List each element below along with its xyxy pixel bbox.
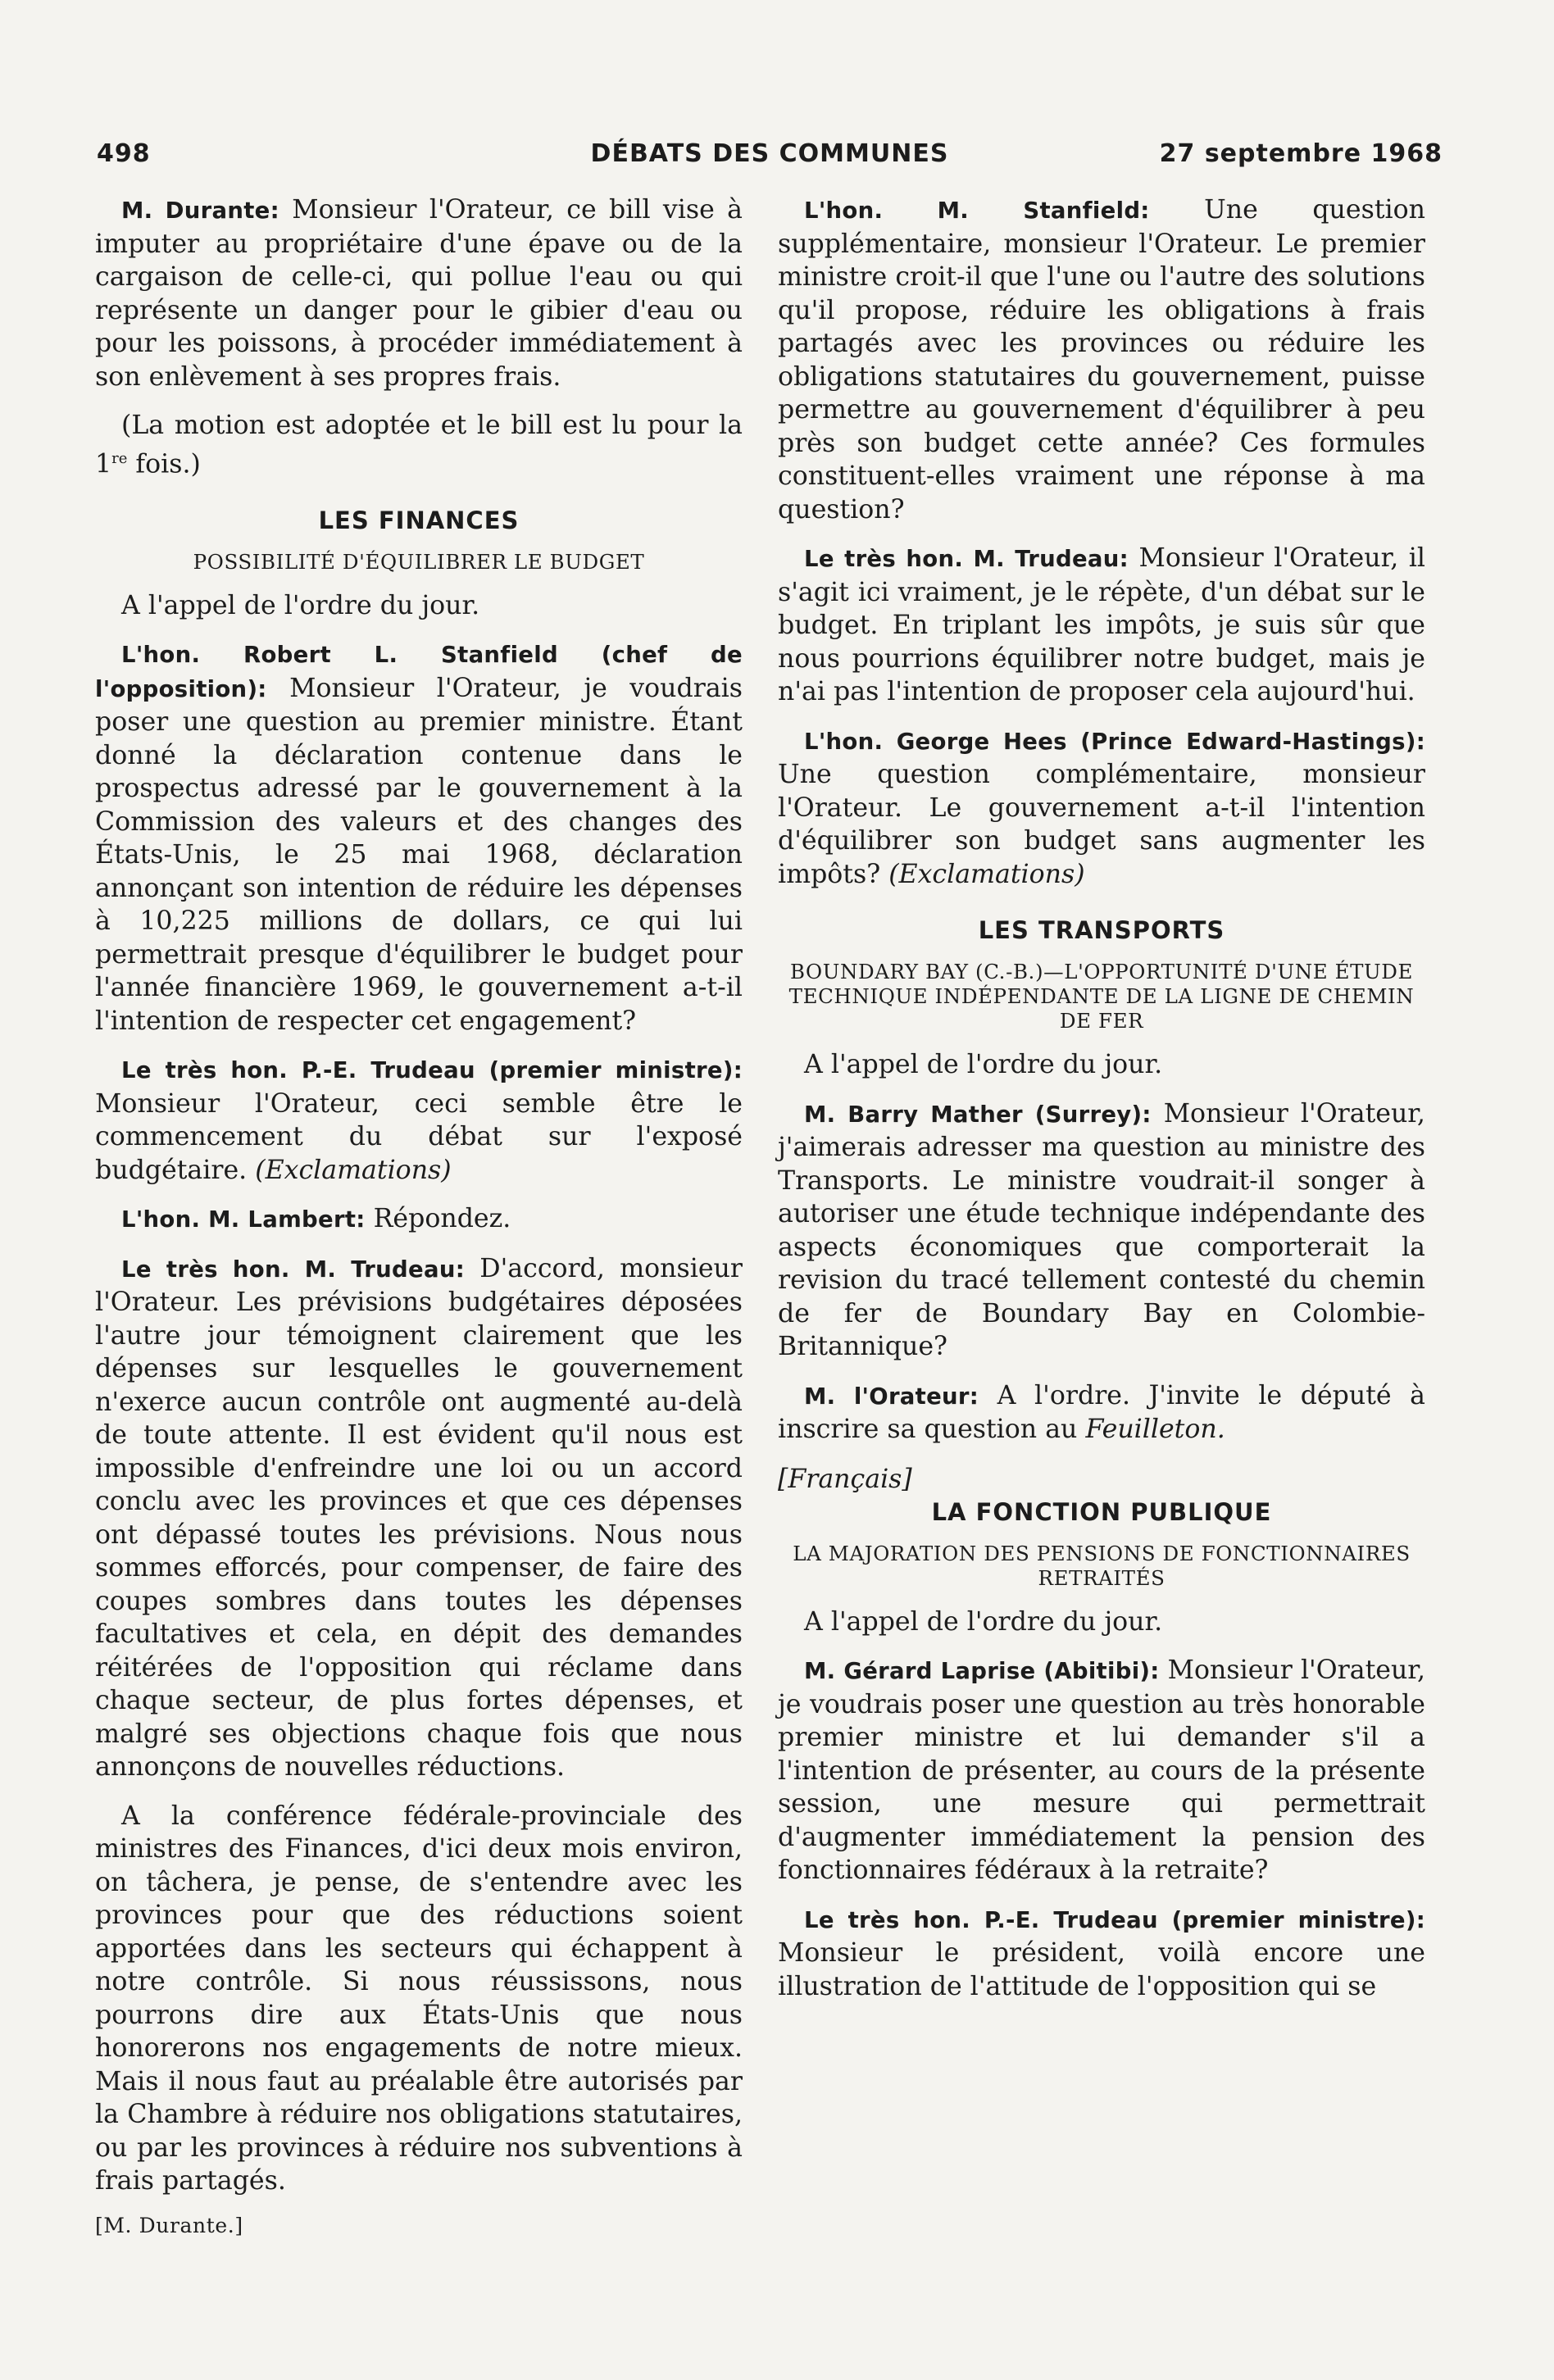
- speaker: L'hon. M. Lambert:: [121, 1206, 366, 1233]
- paragraph: M. Gérard Laprise (Abitibi): Monsieur l'Orateur, je voudrais poser une question au très honorable premier ministre et lui demander s'il a l'intention de présenter, au cours de la présente session, une mesure qui permettrait d'augmenter immédiatement la pension des fonctionnaires fédéraux à la retraite?: [778, 1656, 1425, 1885]
- subsection-heading: POSSIBILITÉ D'ÉQUILIBRER LE BUDGET: [193, 549, 645, 574]
- page-header: [97, 139, 1443, 179]
- paragraph: L'hon. M. Stanfield: Une question supplémentaire, monsieur l'Orateur. Le premier ministre croit-il que l'une ou l'autre des solutions qu'il propose, réduire les obligations à frais partagés avec les provinces ou réduire les obligations statutaires du gouvernement, puisse permettre au gouvernement d'équilibrer à peu près son budget cette année? Ces formules constituent-elles vraiment une réponse à ma question?: [778, 195, 1425, 525]
- speaker: M. Durante:: [121, 198, 279, 224]
- subsection-heading: BOUNDARY BAY (C.-B.)—L'OPPORTUNITÉ D'UNE ÉTUDE TECHNIQUE INDÉPENDANTE DE LA LIGNE DE CHEMIN DE FER: [788, 960, 1415, 1033]
- paragraph: L'hon. George Hees (Prince Edward-Hastings): Une question complémentaire, monsieur l'Orateur. Le gouvernement a-t-il l'intention d'équilibrer son budget sans augmenter les impôts? (Exclamations): [778, 728, 1425, 889]
- paragraph: A l'appel de l'ordre du jour.: [804, 1606, 1163, 1637]
- section-heading: LA FONCTION PUBLIQUE: [931, 1497, 1272, 1526]
- paragraph: Le très hon. P.-E. Trudeau (premier ministre): Monsieur le président, voilà encore une illustration de l'attitude de l'opposition qui se: [778, 1906, 1425, 2001]
- speaker: Le très hon. P.-E. Trudeau (premier ministre):: [804, 1906, 1425, 1933]
- paragraph: Le très hon. P.-E. Trudeau (premier ministre): Monsieur l'Orateur, ceci semble être le commencement du débat sur l'exposé budgétaire. (Exclamations): [95, 1057, 743, 1185]
- left-column: [95, 193, 743, 2237]
- paragraph: Le très hon. M. Trudeau: Monsieur l'Orateur, il s'agit ici vraiment, je le répète, d'un débat sur le budget. En triplant les impôts, je suis sûr que nous pourrions équilibrer notre budget, mais je n'ai pas l'intention de proposer cela aujourd'hui.: [778, 543, 1425, 706]
- speaker: M. Barry Mather (Surrey):: [804, 1101, 1152, 1128]
- section-heading: LES TRANSPORTS: [978, 916, 1225, 944]
- paragraph: M. Barry Mather (Surrey): Monsieur l'Orateur, j'aimerais adresser ma question au ministre des Transports. Le ministre voudrait-il songer à autoriser une étude technique indépendante des aspects économiques que comporterait la revision du tracé tellement contesté du chemin de fer de Boundary Bay en Colombie-Britannique?: [778, 1098, 1425, 1361]
- paragraph: L'hon. Robert L. Stanfield (chef de l'opposition): Monsieur l'Orateur, je voudrais poser une question au premier ministre. Étant donné la déclaration contenue dans le prospectus adressé par le gouvernement à la Commission des valeurs et des changes des États-Unis, le 25 mai 1968, déclaration annonçant son intention de réduire les dépenses à 10,225 millions de dollars, ce qui lui permettrait presque d'équilibrer le budget pour l'année financière 1969, le gouvernement a-t-il l'intention de respecter cet engagement?: [95, 642, 743, 1036]
- language-tag: [Français]: [778, 1464, 912, 1494]
- page-footer: [M. Durante.]: [95, 2213, 243, 2237]
- speaker: Le très hon. M. Trudeau:: [804, 546, 1129, 572]
- speaker: L'hon. Robert L. Stanfield (chef de l'opposition):: [95, 642, 743, 702]
- paragraph: A l'appel de l'ordre du jour.: [121, 590, 480, 620]
- page-number: 498: [97, 139, 151, 168]
- journal-title: DÉBATS DES COMMUNES: [590, 139, 949, 168]
- page-date: 27 septembre 1968: [1159, 139, 1443, 168]
- paragraph: M. l'Orateur: A l'ordre. J'invite le député à inscrire sa question au Feuilleton.: [778, 1380, 1425, 1444]
- right-column: [778, 193, 1425, 2019]
- speaker: L'hon. M. Stanfield:: [804, 198, 1150, 224]
- speaker: Le très hon. P.-E. Trudeau (premier ministre):: [121, 1057, 743, 1084]
- subsection-heading: LA MAJORATION DES PENSIONS DE FONCTIONNAIRES RETRAITÉS: [793, 1541, 1411, 1590]
- paragraph: (La motion est adoptée et le bill est lu pour la 1re fois.): [95, 411, 743, 479]
- paragraph: M. Durante: Monsieur l'Orateur, ce bill vise à imputer au propriétaire d'une épave ou de la cargaison de celle-ci, qui pollue l'eau ou qui représente un danger pour le gibier d'eau ou pour les poissons, à procéder immédiatement à son enlèvement à ses propres frais.: [95, 195, 743, 392]
- speaker: L'hon. George Hees (Prince Edward-Hastings):: [804, 728, 1425, 755]
- paragraph: A la conférence fédérale-provinciale des ministres des Finances, d'ici deux mois environ, on tâchera, je pense, de s'entendre avec les provinces pour que des réductions soient apportées dans les secteurs qui échappent à notre contrôle. Si nous réussissons, nous pourrons dire aux États-Unis que nous honorerons nos engagements de notre mieux. Mais il nous faut au préalable être autorisés par la Chambre à réduire nos obligations statutaires, ou par les provinces à réduire nos subventions à frais partagés.: [95, 1801, 743, 2196]
- speaker: Le très hon. M. Trudeau:: [121, 1256, 465, 1283]
- paragraph: Le très hon. M. Trudeau: D'accord, monsieur l'Orateur. Les prévisions budgétaires déposées l'autre jour témoignent clairement que les dépenses sur lesquelles le gouvernement n'exerce aucun contrôle ont augmenté au-delà de toute attente. Il est évident qu'il nous est impossible d'enfreindre une loi ou un accord conclu avec les provinces et que ces dépenses ont dépassé toutes les prévisions. Nous nous sommes efforcés, pour compenser, de faire des coupes sombres dans toutes les dépenses facultatives et cela, en dépit des demandes réitérées de l'opposition qui réclame dans chaque secteur, de plus fortes dépenses, et malgré ses objections chaque fois que nous annonçons de nouvelles réductions.: [95, 1253, 743, 1783]
- paragraph: A l'appel de l'ordre du jour.: [804, 1050, 1163, 1079]
- speaker: M. l'Orateur:: [804, 1383, 979, 1410]
- paragraph: L'hon. M. Lambert: Répondez.: [121, 1204, 511, 1234]
- speaker: M. Gérard Laprise (Abitibi):: [804, 1658, 1160, 1684]
- section-heading: LES FINANCES: [318, 506, 520, 534]
